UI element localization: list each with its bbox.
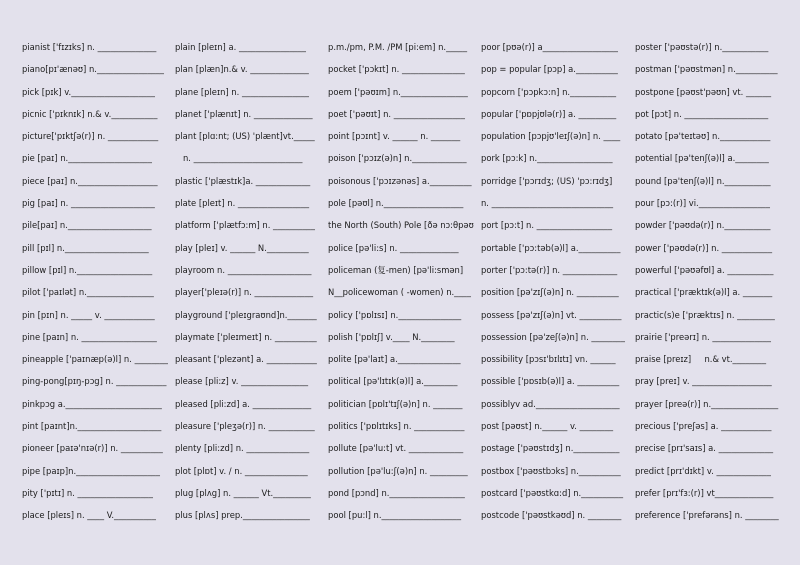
word-entry: ping-pong[pɪŋ-pɔg] n. ____________	[22, 376, 167, 387]
word-entry: pile[paɪ] n.____________________	[22, 220, 152, 231]
word-entry: pity ['pɪtɪ] n. __________________	[22, 487, 153, 498]
word-entry: pound [pə'tenʃ(ə)l] n.___________	[635, 175, 771, 186]
word-entry: pioneer [paɪə'nɪə(r)] n. __________	[22, 443, 163, 454]
word-entry: pint [paɪnt]n.____________________	[22, 421, 162, 432]
word-entry: pillow [pɪl] n.__________________	[22, 264, 153, 275]
word-entry: plug [plʌg] n. ______ Vt._________	[175, 487, 311, 498]
word-entry: n. __________________________	[175, 153, 303, 164]
word-entry: plan [plæn]n.& v. ______________	[175, 64, 309, 75]
word-entry: pianist ['fɪzɪks] n. ______________	[22, 42, 157, 52]
word-entry: prefer [prɪ'fɜ:(r)] vt______________	[635, 487, 774, 498]
word-entry: poster ['pəʊstə(r)] n.___________	[635, 42, 769, 52]
word-entry: population [pɔpjʊ'leɪʃ(ə)n] n. ____	[481, 131, 621, 142]
word-entry: pig [paɪ] n. ____________________	[22, 198, 155, 209]
word-entry: plastic ['plæstɪk]a. _____________	[175, 175, 311, 186]
word-entry: place [pleɪs] n. ____ V.__________	[22, 510, 156, 521]
word-entry: political [pə'lɪtɪk(ə)l] a.________	[328, 376, 458, 387]
word-entry: N__policewoman ( -women) n.____	[328, 287, 471, 298]
word-entry: potential [pə'tenʃ(ə)l] a.________	[635, 153, 769, 164]
word-entry: playground ['pleɪgraʊnd]n._______	[175, 309, 317, 320]
word-entry: plane [pleɪn] n. ________________	[175, 86, 309, 97]
word-entry: port [pɔ:t] n. __________________	[481, 220, 613, 231]
word-entry: picture['pɪktʃə(r)] n. ____________	[22, 131, 159, 142]
word-entry: pleasure ['pleʒə(r)] n. ___________	[175, 421, 315, 432]
word-entry: powerful ['pəʊəfʊl] a. ___________	[635, 264, 774, 275]
word-entry: pine [paɪn] n. __________________	[22, 331, 157, 342]
word-entry: pool [pu:l] n.___________________	[328, 510, 462, 521]
word-entry: pray [preɪ] v. ___________________	[635, 376, 772, 387]
word-entry: possess [pə'zɪʃ(ə)n] vt. __________	[481, 309, 622, 320]
word-entry: popcorn ['pɔpkɔ:n] n.___________	[481, 86, 617, 97]
word-entry: preference ['prefərəns] n. ________	[635, 510, 779, 521]
word-entry: pot [pɔt] n. ____________________	[635, 108, 769, 119]
word-entry: potato [pə'teɪtəʊ] n.____________	[635, 131, 771, 142]
word-entry: postage ['pəʊstɪdʒ] n.___________	[481, 443, 620, 454]
word-entry: pineapple ['paɪnæp(ə)l] n. ________	[22, 354, 168, 365]
word-entry: pleasant ['plezənt] a. ____________	[175, 354, 317, 365]
word-entry: pour [pɔ:(r)] vi._________________	[635, 198, 770, 209]
word-entry: postcode ['pəʊstkəʊd] n. ________	[481, 510, 622, 521]
word-entry: politician [pɒlɪ'tɪʃ(ə)n] n. _______	[328, 398, 463, 409]
word-entry: police [pə'li:s] n. ______________	[328, 242, 459, 253]
word-entry: possiblyv ad.____________________	[481, 398, 620, 409]
word-entry: policy ['pɒlɪsɪ] n._______________	[328, 309, 462, 320]
word-entry: pin [pɪn] n. _____ v. ____________	[22, 309, 155, 320]
word-entry: poor [pʊə(r)] a__________________	[481, 42, 618, 52]
word-entry: pollute [pə'lu:t] vt. _____________	[328, 443, 464, 454]
word-entry: pill [pɪl] n.____________________	[22, 242, 149, 253]
word-entry: power ['pəʊdə(r)] n. ____________	[635, 242, 773, 253]
word-entry: porter ['pɔ:tə(r)] n. _____________	[481, 264, 618, 275]
word-entry: pond [pɔnd] n.__________________	[328, 487, 465, 498]
word-entry: pollution [pə'lu:ʃ(ə)n] n. _________	[328, 465, 468, 476]
word-entry: plot [plɒt] v. / n. _______________	[175, 465, 308, 476]
word-entry: player['pleɪə(r)] n. ______________	[175, 287, 314, 298]
word-entry: plus [plʌs] prep.________________	[175, 510, 310, 521]
word-entry: point [pɔɪnt] v. ______ n. _______	[328, 131, 461, 142]
word-entry: post [pəʊst] n.______ v. ________	[481, 421, 614, 432]
word-entry: prayer [preə(r)] n.________________	[635, 398, 779, 409]
word-entry: pork [pɔ:k] n.__________________	[481, 153, 613, 164]
word-entry: porridge ['pɔrɪdʒ; (US) 'pɔ:rɪdʒ]	[481, 175, 613, 186]
word-entry: pop = popular [pɔp] a.__________	[481, 64, 618, 75]
word-entry: n. _____________________________	[481, 198, 614, 209]
word-entry: the North (South) Pole [ðə nɔ:θpəʊ	[328, 220, 474, 231]
word-column-1	[22, 36, 168, 527]
word-column-3	[328, 36, 474, 527]
word-entry: playmate ['pleɪmeɪt] n. __________	[175, 331, 317, 342]
word-entry: plant [plɑ:nt; (US) 'plænt]vt._____	[175, 131, 315, 142]
word-entry: playroom n. ____________________	[175, 264, 312, 275]
word-entry: plain [pleɪn] a. ________________	[175, 42, 306, 52]
word-entry: pinkpɔg a._______________________	[22, 398, 162, 409]
word-entry: politics ['pɒlɪtɪks] n. ____________	[328, 421, 465, 432]
word-column-2	[175, 36, 321, 527]
word-column-5	[635, 36, 785, 527]
word-entry: polite [pə'laɪt] a._______________	[328, 354, 461, 365]
word-entry: pipe [paɪp]n.____________________	[22, 465, 160, 476]
word-entry: precious ['preʃəs] a. ____________	[635, 421, 772, 432]
word-entry: poet ['pəʊɪt] n. _________________	[328, 108, 465, 119]
word-entry: powder ['pəʊdə(r)] n.___________	[635, 220, 771, 231]
word-entry: popular ['pɒpjʊlə(r)] a. _________	[481, 108, 617, 119]
word-entry: practical ['præktɪk(ə)l] a. _______	[635, 287, 773, 298]
word-entry: picnic ['pɪknɪk] n.& v.___________	[22, 108, 158, 119]
word-entry: pocket ['pɔkɪt] n. _______________	[328, 64, 465, 75]
word-entry: polish ['pɒlɪʃ] v.____ N.________	[328, 331, 455, 342]
word-entry: piano[pɪ'ænəʊ] n.________________	[22, 64, 164, 75]
word-entry: poisonous ['pɔɪzənəs] a.__________	[328, 175, 472, 186]
word-entry: pilot ['paɪlət] n.________________	[22, 287, 154, 298]
word-entry: pole [pəʊl] n.___________________	[328, 198, 464, 209]
word-entry: position [pə'zɪʃ(ə)n] n. __________	[481, 287, 619, 298]
word-entry: practic(s)e ['præktɪs] n. _________	[635, 309, 775, 320]
word-entry: piece [paɪ] n.___________________	[22, 175, 158, 186]
word-entry: predict [prɪ'dɪkt] v. _____________	[635, 465, 771, 476]
word-entry: possible ['pɒsɪb(ə)l] a. __________	[481, 376, 620, 387]
word-entry: play [pleɪ] v. ______ N.__________	[175, 242, 309, 253]
word-entry: postcard ['pəʊstkɑ:d] n.__________	[481, 487, 624, 498]
word-entry: poison ['pɔɪz(ə)n] n._____________	[328, 153, 467, 164]
word-entry: platform ['plætfɔ:m] n. __________	[175, 220, 315, 231]
word-entry: possession [pə'zeʃ(ə)n] n. ________	[481, 331, 625, 342]
word-entry: planet ['plænɪt] n. ______________	[175, 108, 313, 119]
word-entry: prairie ['preərɪ] n. ______________	[635, 331, 771, 342]
word-entry: praise [preɪz] n.& vt.________	[635, 354, 767, 365]
word-entry: pie [paɪ] n.____________________	[22, 153, 152, 164]
word-entry: plenty [pli:zd] n. _______________	[175, 443, 310, 454]
word-entry: postman ['pəʊstmən] n.__________	[635, 64, 778, 75]
word-entry: poem ['pəʊɪm] n.________________	[328, 86, 468, 97]
word-entry: please [pli:z] v. ________________	[175, 376, 309, 387]
word-entry: portable ['pɔ:təb(ə)l] a.__________	[481, 242, 621, 253]
word-entry: pick [pɪk] v.____________________	[22, 86, 155, 97]
word-entry: postpone [pəʊst'pəʊn] vt. ______	[635, 86, 772, 97]
word-entry: possibility [pɔsɪ'bɪlɪtɪ] vn. ______	[481, 354, 616, 365]
word-entry: pleased [pli:zd] a. ______________	[175, 398, 312, 409]
word-entry: postbox ['pəʊstbɔks] n.__________	[481, 465, 621, 476]
word-entry: plate [pleɪt] n. _________________	[175, 198, 310, 209]
word-entry: precise [prɪ'saɪs] a. _____________	[635, 443, 774, 454]
word-entry: p.m./pm, P.M. /PM [pi:em] n._____	[328, 42, 468, 52]
word-column-4	[481, 36, 627, 527]
word-entry: policeman (复-men) [pə'li:smən]	[328, 264, 464, 275]
